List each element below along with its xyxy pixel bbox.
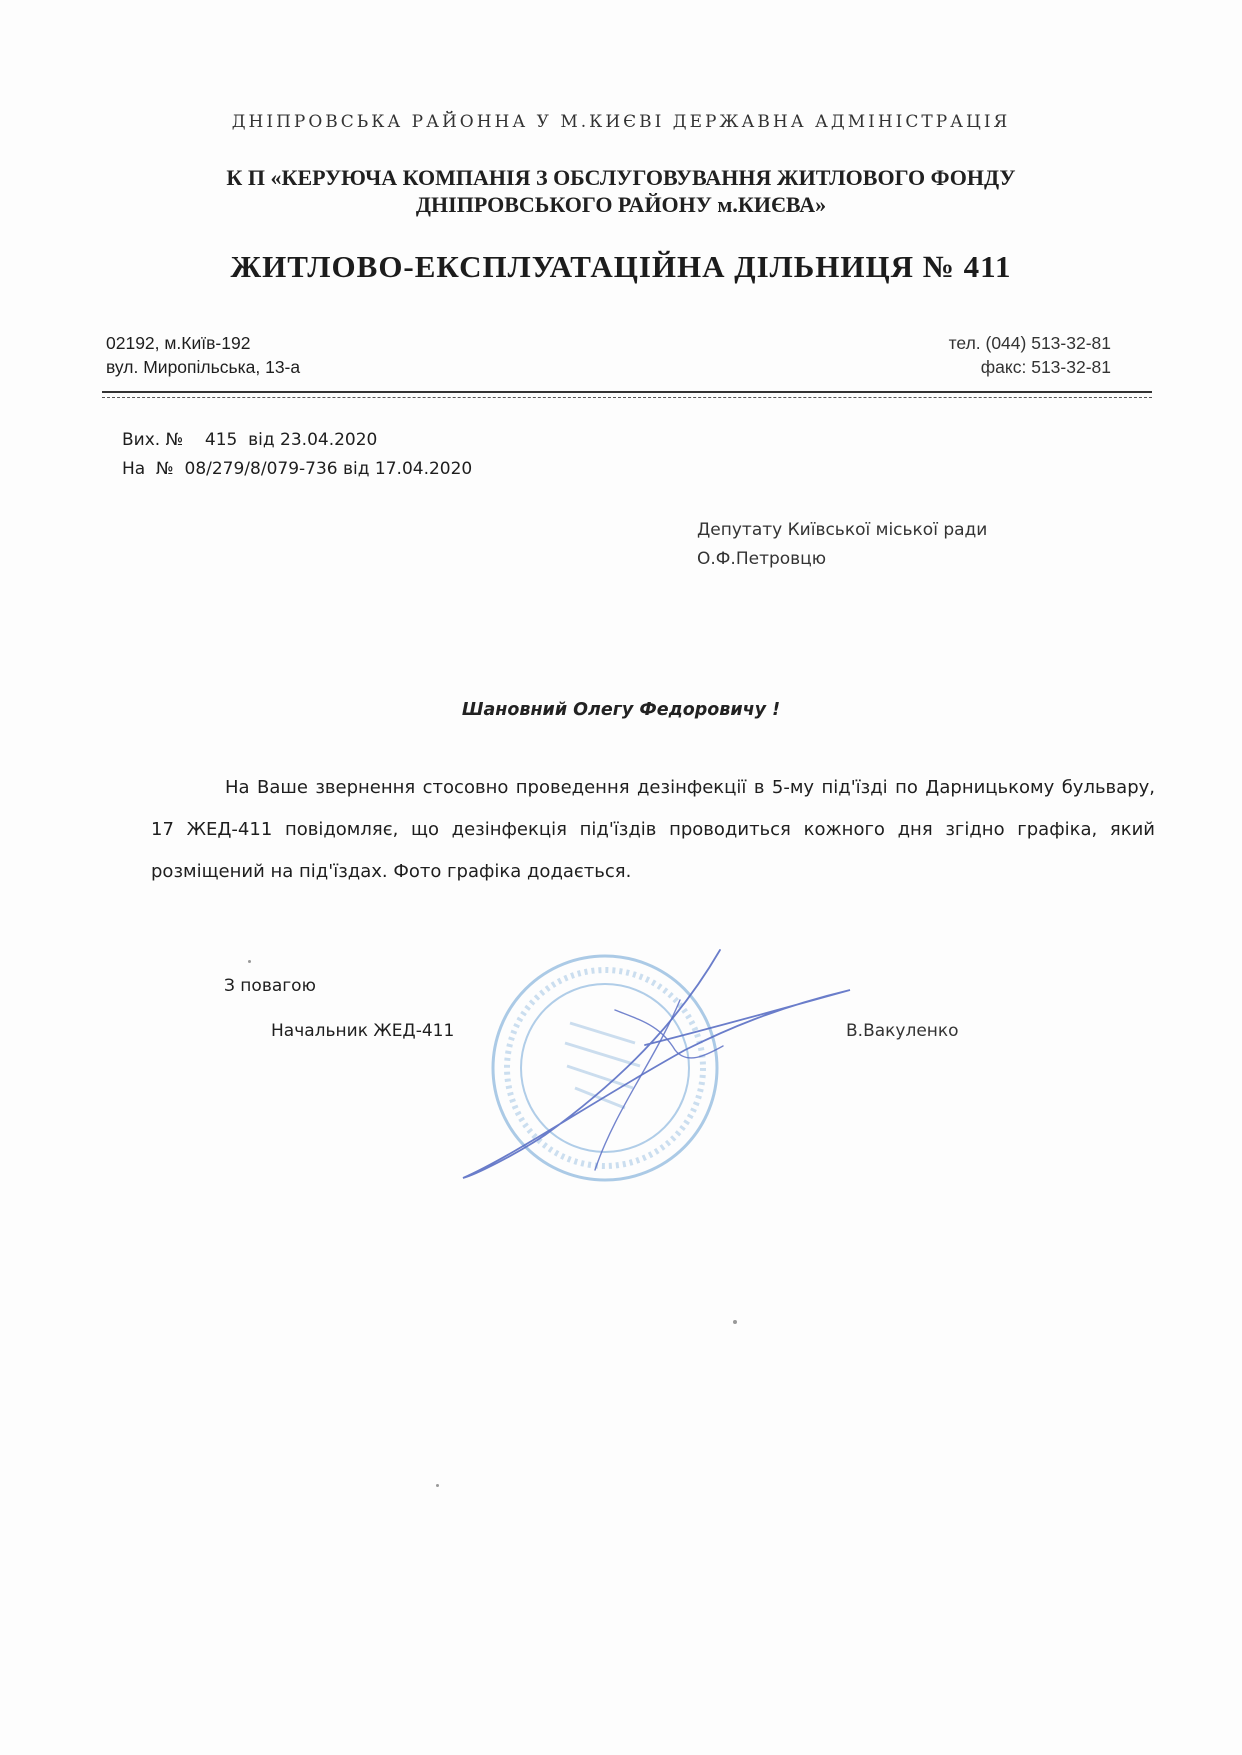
reference-block xyxy=(122,426,472,484)
handwritten-signature-icon xyxy=(455,940,865,1190)
postal-address xyxy=(106,331,300,379)
address-line2: вул. Миропільська, 13-а xyxy=(106,357,301,377)
signer-name: В.Вакуленко xyxy=(846,1021,959,1041)
signer-position: Начальник ЖЕД-411 xyxy=(271,1021,455,1041)
scan-speck xyxy=(436,1484,439,1487)
address-line1: 02192, м.Київ-192 xyxy=(106,333,251,353)
section-title: ЖИТЛОВО-ЕКСПЛУАТАЦІЙНА ДІЛЬНИЦЯ № 411 xyxy=(230,249,1012,284)
phone-number: тел. (044) 513-32-81 xyxy=(948,333,1111,353)
company-header-line2: ДНІПРОВСЬКОГО РАЙОНУ м.КИЄВА» xyxy=(415,192,827,217)
letter-body: На Ваше звернення стосовно проведення дезінфекції в 5-му під'їзді по Дарницькому бульвару, 17 ЖЕД-411 повідомляє, що дезінфекція під'їздів проводиться кожного дня згідно графіка, який розміщений на під'їздах. Фото графіка додається. xyxy=(151,777,1155,882)
closing-regards: З повагою xyxy=(224,976,316,996)
scan-speck xyxy=(733,1320,737,1324)
addressee-name: О.Ф.Петровцю xyxy=(697,549,827,569)
header-divider xyxy=(102,391,1152,393)
administration-header: ДНІПРОВСЬКА РАЙОННА У М.КИЄВІ ДЕРЖАВНА АДМІНІСТРАЦІЯ xyxy=(231,112,1011,132)
salutation: Шановний Олегу Федоровичу ! xyxy=(461,700,781,720)
addressee-block xyxy=(697,516,987,574)
contact-info xyxy=(949,331,1111,379)
outgoing-number: Вих. № 415 від 23.04.2020 xyxy=(122,430,378,450)
fax-number: факс: 513-32-81 xyxy=(980,357,1111,377)
scan-speck xyxy=(248,960,251,963)
company-header xyxy=(0,164,1242,218)
header-divider-secondary xyxy=(102,397,1152,398)
addressee-position: Депутату Київської міської ради xyxy=(697,520,988,540)
company-header-line1: К П «КЕРУЮЧА КОМПАНІЯ З ОБСЛУГОВУВАННЯ ЖИТЛОВОГО ФОНДУ xyxy=(226,165,1016,190)
incoming-number: На № 08/279/8/079-736 від 17.04.2020 xyxy=(122,459,473,479)
